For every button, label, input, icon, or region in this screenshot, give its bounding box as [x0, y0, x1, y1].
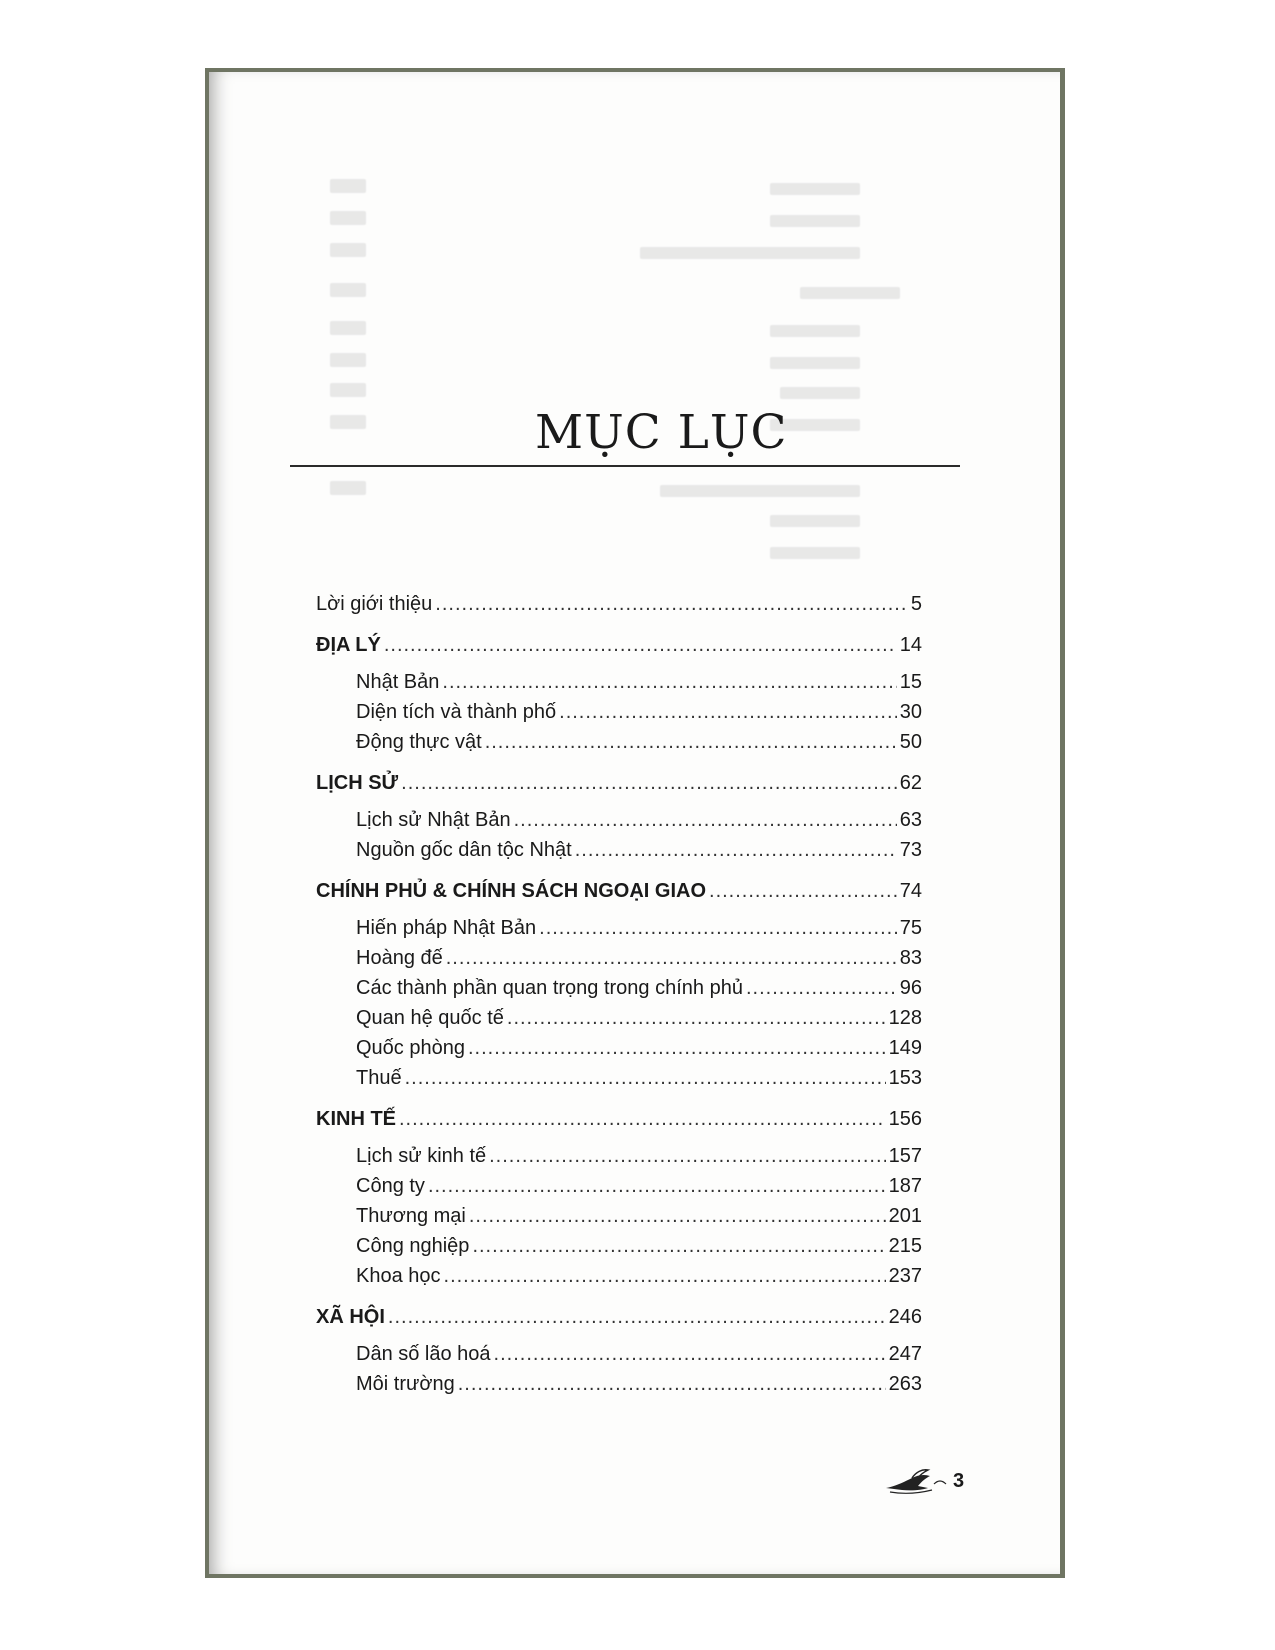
- leader-dots: [458, 1372, 886, 1396]
- leader-dots: [468, 1036, 886, 1060]
- toc-entry-page: 201: [888, 1205, 922, 1227]
- toc-entry-page: 157: [888, 1145, 922, 1167]
- toc-entry: [356, 1174, 922, 1198]
- leader-dots: [575, 838, 897, 862]
- toc-entry-page: 215: [888, 1235, 922, 1257]
- leader-dots: [559, 700, 897, 724]
- leader-dots: [514, 808, 897, 832]
- leader-dots: [388, 1305, 886, 1329]
- toc-entry: [356, 1066, 922, 1090]
- leader-dots: [405, 1066, 886, 1090]
- leader-dots: [446, 946, 897, 970]
- toc-section-label: CHÍNH PHỦ & CHÍNH SÁCH NGOẠI GIAO: [316, 880, 707, 902]
- toc-entry-label: Diện tích và thành phố: [356, 701, 557, 723]
- leader-dots: [746, 976, 897, 1000]
- toc-entry: [356, 670, 922, 694]
- toc-entry-label: Lịch sử Nhật Bản: [356, 809, 511, 831]
- toc-entry-label: Nguồn gốc dân tộc Nhật: [356, 839, 572, 861]
- leader-dots: [401, 771, 897, 795]
- toc-entry-label: Lịch sử kinh tế: [356, 1145, 487, 1167]
- toc-entry-label: Nhật Bản: [356, 671, 440, 693]
- toc-entry-page: 247: [888, 1343, 922, 1365]
- toc-entry: [356, 1264, 922, 1288]
- crane-ornament-icon: [882, 1466, 952, 1500]
- toc-entry: [356, 1204, 922, 1228]
- toc-entry: [356, 1234, 922, 1258]
- toc-entry: [356, 1036, 922, 1060]
- toc-section: [316, 633, 922, 657]
- toc-entry: [356, 808, 922, 832]
- leader-dots: [489, 1144, 886, 1168]
- toc-entry-label: Môi trường: [356, 1373, 455, 1395]
- toc-entry-page: 73: [899, 839, 922, 861]
- toc-entry-label: Thương mại: [356, 1205, 466, 1227]
- leader-dots: [485, 730, 897, 754]
- toc-section-label: ĐỊA LÝ: [316, 634, 381, 656]
- toc-entry-page: 63: [899, 809, 922, 831]
- toc-entry-label: Quốc phòng: [356, 1037, 465, 1059]
- toc-section: [316, 879, 922, 903]
- toc-entry-page: 30: [899, 701, 922, 723]
- page-number: 3: [953, 1470, 965, 1492]
- toc-entry-page: 156: [888, 1108, 922, 1130]
- toc-entry: [356, 916, 922, 940]
- toc-entry-page: 14: [899, 634, 922, 656]
- toc-entry: [356, 1372, 922, 1396]
- toc-entry-label: Các thành phần quan trọng trong chính phủ: [356, 977, 743, 999]
- leader-dots: [472, 1234, 885, 1258]
- toc-entry-label: Động thực vật: [356, 731, 482, 753]
- toc-section-label: XÃ HỘI: [316, 1306, 385, 1328]
- toc-entry-page: 153: [888, 1067, 922, 1089]
- leader-dots: [469, 1204, 886, 1228]
- leader-dots: [494, 1342, 886, 1366]
- toc-entry-label: Công nghiệp: [356, 1235, 470, 1257]
- toc-entry-page: 5: [910, 593, 922, 615]
- toc-entry-page: 263: [888, 1373, 922, 1395]
- toc-entry-page: 237: [888, 1265, 922, 1287]
- toc-entry-page: 62: [899, 772, 922, 794]
- toc-section: [316, 1107, 922, 1131]
- toc-entry-label: Dân số lão hoá: [356, 1343, 491, 1365]
- toc-entry-page: 246: [888, 1306, 922, 1328]
- leader-dots: [442, 670, 896, 694]
- toc-entry-page: 96: [899, 977, 922, 999]
- toc-entry-label: Hoàng đế: [356, 947, 443, 969]
- toc-entry-label: Hiến pháp Nhật Bản: [356, 917, 537, 939]
- toc-entry-page: 83: [899, 947, 922, 969]
- toc-entry-label: Công ty: [356, 1175, 425, 1197]
- toc-entry: [356, 700, 922, 724]
- toc-section-label: KINH TẾ: [316, 1108, 396, 1130]
- toc-entry-label: Lời giới thiệu: [316, 593, 433, 615]
- toc-entry: [356, 1144, 922, 1168]
- toc-section: [316, 1305, 922, 1329]
- toc-entry-page: 75: [899, 917, 922, 939]
- leader-dots: [444, 1264, 886, 1288]
- toc-entry-page: 15: [899, 671, 922, 693]
- toc-entry-label: Khoa học: [356, 1265, 441, 1287]
- toc-entry-label: Thuế: [356, 1067, 402, 1089]
- toc-entry: [356, 730, 922, 754]
- leader-dots: [399, 1107, 886, 1131]
- leader-dots: [507, 1006, 886, 1030]
- toc-entry: [316, 592, 922, 616]
- toc-entry: [356, 1342, 922, 1366]
- toc-entry-page: 50: [899, 731, 922, 753]
- toc-section: [316, 771, 922, 795]
- leader-dots: [539, 916, 897, 940]
- toc-entry-page: 149: [888, 1037, 922, 1059]
- toc-entry-label: Quan hệ quốc tế: [356, 1007, 504, 1029]
- toc-entry-page: 74: [899, 880, 922, 902]
- toc-entry: [356, 1006, 922, 1030]
- toc-entry-page: 187: [888, 1175, 922, 1197]
- toc-entry-page: 128: [888, 1007, 922, 1029]
- leader-dots: [384, 633, 897, 657]
- toc-section-label: LỊCH SỬ: [316, 772, 399, 794]
- toc-entry: [356, 838, 922, 862]
- leader-dots: [709, 879, 897, 903]
- title-divider: [290, 465, 960, 467]
- toc-entry: [356, 946, 922, 970]
- page-title: MỤC LỤC: [535, 405, 788, 460]
- leader-dots: [435, 592, 908, 616]
- toc-entry: [356, 976, 922, 1000]
- leader-dots: [428, 1174, 886, 1198]
